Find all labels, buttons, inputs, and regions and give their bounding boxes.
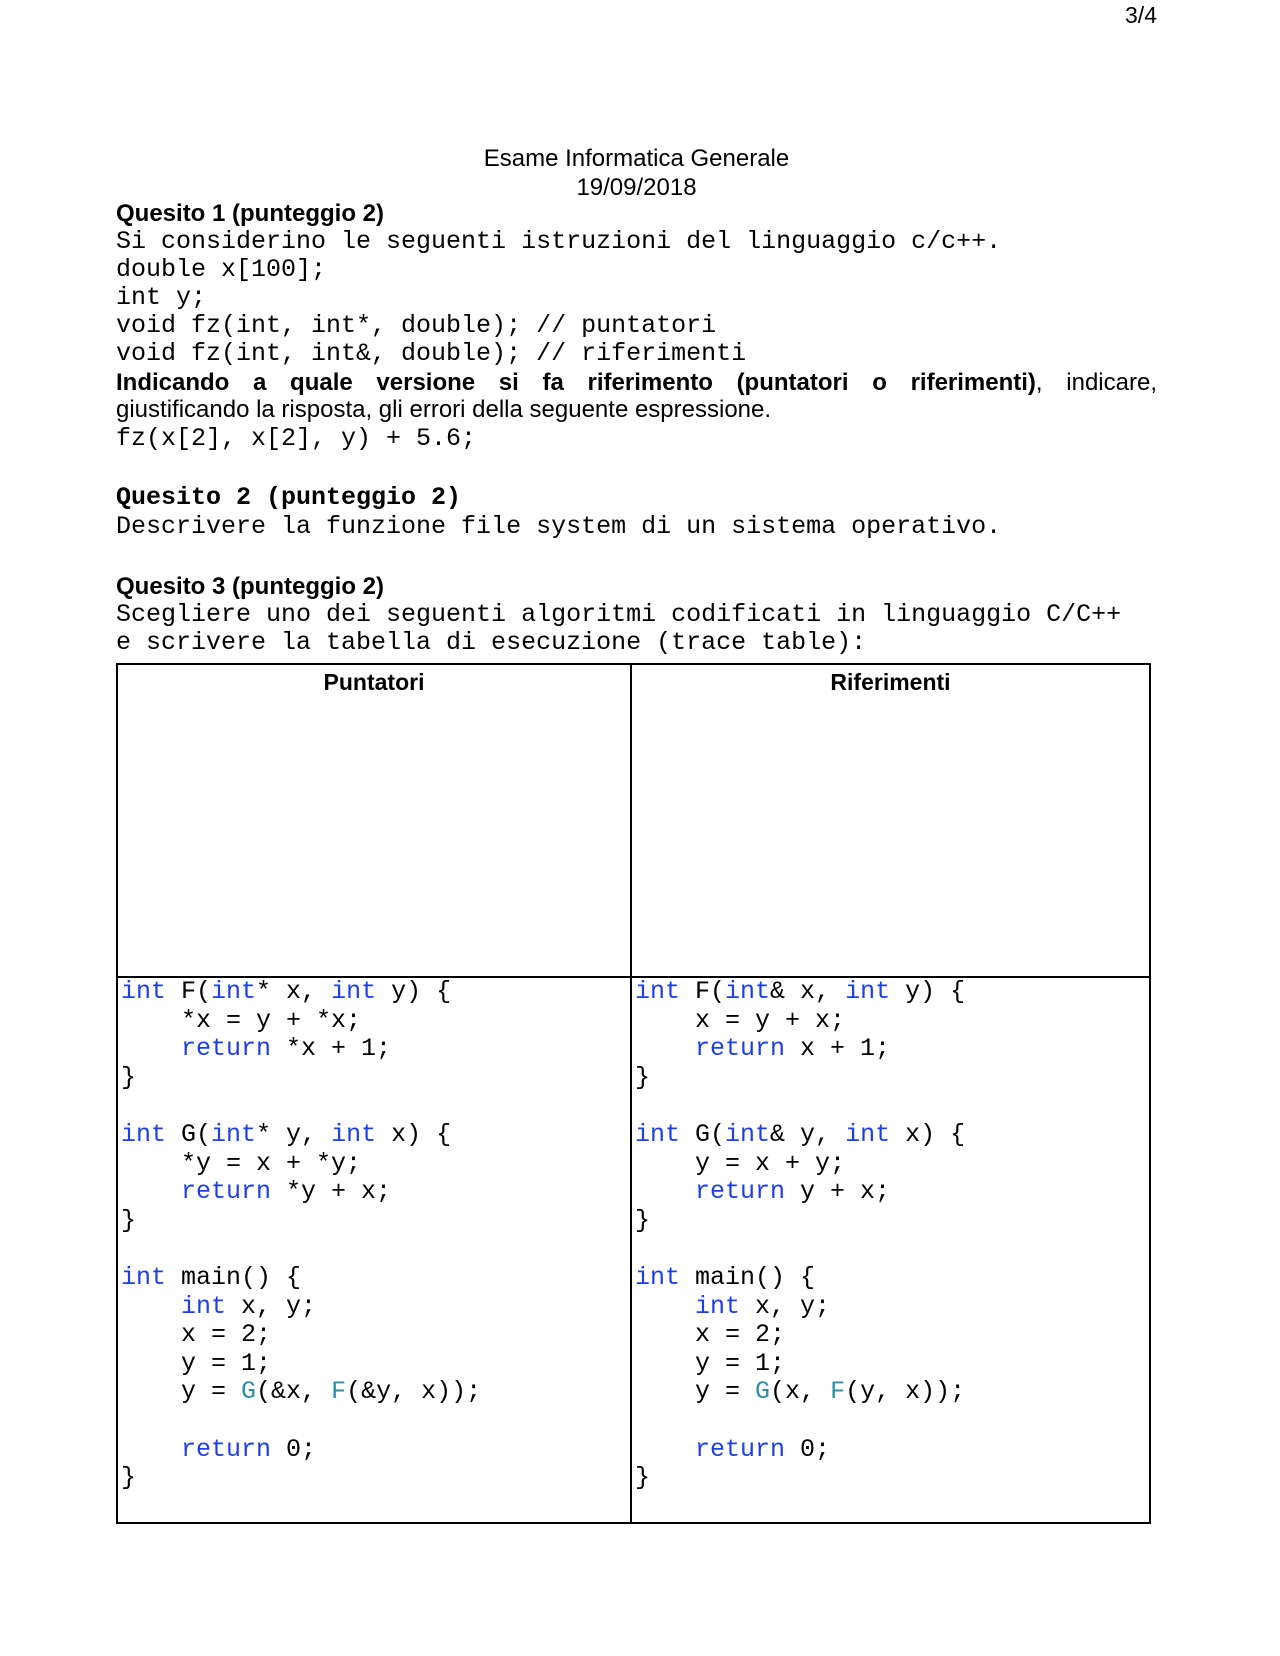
code-text: *y + x; xyxy=(271,1177,392,1207)
code-text: (&x, xyxy=(256,1377,332,1407)
code-text: x = y + x; xyxy=(635,1005,846,1035)
code-keyword: int xyxy=(845,1119,891,1149)
exam-date: 19/09/2018 xyxy=(576,174,697,201)
code-keyword: return xyxy=(695,1177,786,1207)
code-text xyxy=(121,1034,181,1063)
q1-code-line-4: void fz(int, int&, double); // riferimenti xyxy=(116,339,747,368)
q3-text-line-1: Scegliere uno dei seguenti algoritmi codificati in linguaggio C/C++ xyxy=(116,600,1122,629)
code-text: } xyxy=(635,1205,651,1235)
q1-instruction-line-2: giustificando la risposta, gli errori della seguente espressione. xyxy=(116,396,772,423)
code-text: } xyxy=(121,1205,137,1235)
code-text xyxy=(635,1292,695,1321)
code-keyword: return xyxy=(695,1434,786,1464)
document-header xyxy=(116,144,1157,202)
code-function-call: F xyxy=(830,1377,846,1407)
q3-title: Quesito 3 (punteggio 2) xyxy=(116,573,384,600)
column-header-riferimenti: Riferimenti xyxy=(830,669,951,695)
code-text: G( xyxy=(166,1119,212,1149)
code-keyword: int xyxy=(121,1262,167,1292)
code-text: *x = y + *x; xyxy=(121,1005,362,1035)
code-function-call: G xyxy=(755,1377,771,1407)
code-text xyxy=(635,1034,695,1063)
q1-instruction-rest: , indicare, xyxy=(1035,369,1157,396)
q2-text: Descrivere la funzione file system di un sistema operativo. xyxy=(116,512,1002,541)
code-keyword: return xyxy=(181,1434,272,1464)
code-keyword: int xyxy=(331,977,377,1006)
code-keyword: int xyxy=(211,1119,257,1149)
q1-intro: Si considerino le seguenti istruzioni del linguaggio c/c++. xyxy=(116,227,1002,256)
code-keyword: int xyxy=(121,1119,167,1149)
page-number: 3/4 xyxy=(1125,2,1157,28)
code-text xyxy=(635,1435,695,1464)
code-text: *x + 1; xyxy=(271,1034,392,1064)
code-text: *y = x + *y; xyxy=(121,1148,362,1178)
code-text: * x, xyxy=(256,977,332,1006)
code-text: y + x; xyxy=(785,1177,891,1207)
code-text xyxy=(121,1292,181,1321)
code-text: y = 1; xyxy=(121,1348,272,1378)
table-column-divider xyxy=(630,665,632,1522)
code-function-call: G xyxy=(241,1377,257,1407)
code-text: x, y; xyxy=(226,1291,317,1321)
code-text: } xyxy=(121,1463,137,1493)
code-text: y = x + y; xyxy=(635,1148,846,1178)
code-keyword: int xyxy=(695,1291,741,1321)
code-text: 0; xyxy=(785,1434,831,1464)
code-keyword: return xyxy=(695,1034,786,1064)
code-text: & x, xyxy=(770,977,846,1006)
code-text: G( xyxy=(680,1119,726,1149)
code-text: main() { xyxy=(680,1262,816,1292)
code-text: y = 1; xyxy=(635,1348,786,1378)
code-text: (x, xyxy=(770,1377,831,1407)
q1-expression: fz(x[2], x[2], y) + 5.6; xyxy=(116,424,477,453)
code-keyword: int xyxy=(635,1119,681,1149)
code-function-call: F xyxy=(331,1377,347,1407)
code-text: 0; xyxy=(271,1434,317,1464)
code-text: y = xyxy=(635,1377,756,1407)
code-keyword: int xyxy=(331,1119,377,1149)
code-keyword: int xyxy=(845,977,891,1006)
q1-code-line-2: int y; xyxy=(116,283,207,312)
code-text: x) { xyxy=(890,1119,966,1149)
code-keyword: int xyxy=(635,1262,681,1292)
column-header-puntatori: Puntatori xyxy=(323,669,425,695)
q3-text-line-2: e scrivere la tabella di esecuzione (trace table): xyxy=(116,628,867,657)
q1-title: Quesito 1 (punteggio 2) xyxy=(116,200,384,227)
code-text: } xyxy=(121,1062,137,1092)
code-text: (&y, x)); xyxy=(346,1377,482,1407)
code-keyword: int xyxy=(725,1119,771,1149)
code-keyword: int xyxy=(725,977,771,1006)
code-keyword: int xyxy=(181,1291,227,1321)
code-text: x, y; xyxy=(740,1291,831,1321)
code-text: x) { xyxy=(376,1119,452,1149)
code-text: y) { xyxy=(376,977,452,1006)
code-text: x + 1; xyxy=(785,1034,891,1064)
code-keyword: int xyxy=(211,977,257,1006)
code-text: y) { xyxy=(890,977,966,1006)
code-keyword: return xyxy=(181,1177,272,1207)
q2-title: Quesito 2 (punteggio 2) xyxy=(116,483,462,512)
code-puntatori xyxy=(121,978,481,1493)
q1-code-line-3: void fz(int, int*, double); // puntatori xyxy=(116,311,717,340)
q1-code-line-1: double x[100]; xyxy=(116,255,327,284)
code-text: F( xyxy=(166,977,212,1006)
code-text xyxy=(121,1435,181,1464)
exam-title: Esame Informatica Generale xyxy=(483,145,790,172)
code-riferimenti xyxy=(635,978,965,1493)
code-keyword: return xyxy=(181,1034,272,1064)
code-text xyxy=(121,1177,181,1206)
q1-instruction-bold: Indicando a quale versione si fa riferimento (puntatori o riferimenti) xyxy=(116,369,1036,396)
code-keyword: int xyxy=(635,977,681,1006)
code-text: * y, xyxy=(256,1119,332,1149)
code-keyword: int xyxy=(121,977,167,1006)
code-text: (y, x)); xyxy=(845,1377,966,1407)
algorithms-table xyxy=(116,663,1151,1524)
code-text: x = 2; xyxy=(635,1320,786,1350)
code-text: y = xyxy=(121,1377,242,1407)
code-text: } xyxy=(635,1062,651,1092)
code-text: main() { xyxy=(166,1262,302,1292)
q1-instruction xyxy=(116,369,1157,396)
code-text xyxy=(635,1177,695,1206)
code-text: & y, xyxy=(770,1119,846,1149)
code-text: x = 2; xyxy=(121,1320,272,1350)
code-text: } xyxy=(635,1463,651,1493)
code-text: F( xyxy=(680,977,726,1006)
